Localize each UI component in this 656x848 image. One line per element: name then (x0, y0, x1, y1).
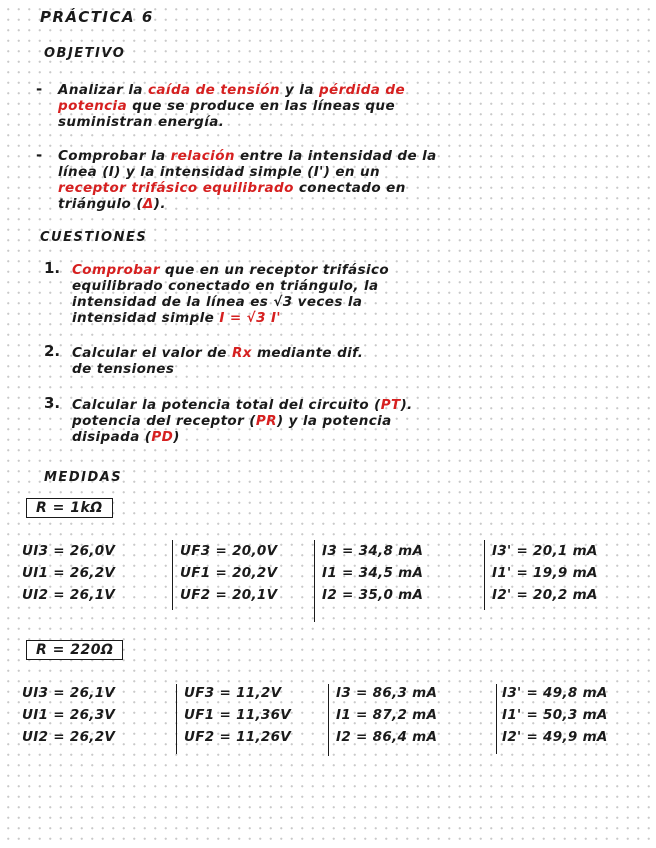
text-run: línea (I) y la intensidad simple (I') en un (58, 164, 381, 180)
text-run: Comprobar la (58, 148, 171, 164)
measure-i2-simple: I2' = 49,9 mA (502, 729, 608, 745)
highlighted-text: caída de tensión (148, 82, 280, 98)
measure-i1-simple: I1' = 19,9 mA (492, 565, 598, 581)
highlighted-text: pérdida de (318, 82, 406, 98)
text-line (72, 429, 413, 445)
objective-heading: OBJETIVO (44, 46, 126, 61)
measure-uf3: UF3 = 11,2V (184, 685, 282, 701)
text-run: ) y la potencia (276, 413, 392, 429)
table-divider (314, 540, 315, 622)
resistance-label-1k: R = 1kΩ (26, 498, 113, 518)
text-line (58, 148, 437, 164)
text-run: que se produce en las líneas que (127, 98, 395, 114)
measure-i3-simple: I3' = 20,1 mA (492, 543, 598, 559)
text-run: que en un receptor trifásico (159, 262, 390, 278)
text-run: intensidad de la línea es √3 veces la (72, 294, 363, 310)
measure-col-uf-1 (180, 540, 277, 606)
text-run: Analizar la (58, 82, 148, 98)
highlighted-text: potencia (58, 98, 128, 114)
measure-i3: I3 = 86,3 mA (336, 685, 438, 701)
measure-uf1: UF1 = 11,36V (184, 707, 292, 723)
question-3 (72, 397, 413, 445)
resistance-label-220: R = 220Ω (26, 640, 123, 660)
measure-uf2: UF2 = 11,26V (184, 729, 292, 745)
measure-i1: I1 = 87,2 mA (336, 707, 438, 723)
measure-col-uf-2 (184, 682, 291, 748)
text-line (72, 278, 389, 294)
question-1 (72, 262, 389, 326)
text-run: de tensiones (72, 361, 175, 377)
measure-col-ui-1 (22, 540, 115, 606)
question-number-2: 2. (44, 342, 61, 360)
text-run: y la (279, 82, 319, 98)
questions-heading: CUESTIONES (40, 230, 148, 245)
measure-ui1: UI1 = 26,2V (22, 565, 116, 581)
text-run: entre la intensidad de la (234, 148, 437, 164)
measure-uf2: UF2 = 20,1V (180, 587, 278, 603)
text-line (58, 180, 437, 196)
highlighted-text: receptor trifásico (58, 180, 198, 196)
measure-col-is-2 (502, 682, 608, 748)
text-run: suministran energía. (58, 114, 225, 130)
text-run: potencia del receptor ( (72, 413, 256, 429)
text-line (72, 310, 389, 326)
highlighted-text: PR (255, 413, 277, 429)
text-line (72, 262, 389, 278)
text-run: ). (400, 397, 413, 413)
question-number-1: 1. (44, 259, 61, 277)
text-line (72, 345, 363, 361)
table-divider (328, 684, 329, 756)
highlighted-text: Δ (142, 196, 154, 212)
highlighted-text: Rx (231, 345, 252, 361)
text-line (58, 196, 437, 212)
text-line (72, 413, 413, 429)
measure-ui3: UI3 = 26,1V (22, 685, 116, 701)
objective-item-2 (58, 148, 437, 212)
measure-ui3: UI3 = 26,0V (22, 543, 116, 559)
measure-uf3: UF3 = 20,0V (180, 543, 278, 559)
measure-i2-simple: I2' = 20,2 mA (492, 587, 598, 603)
objective-bullet-2: - (36, 146, 43, 164)
objective-bullet-1: - (36, 80, 43, 98)
text-line (72, 294, 389, 310)
text-run: disipada ( (72, 429, 152, 445)
text-run: Calcular el valor de (72, 345, 232, 361)
question-2 (72, 345, 363, 377)
measure-uf1: UF1 = 20,2V (180, 565, 278, 581)
text-run: equilibrado conectado en triángulo, la (72, 278, 379, 294)
measurements-heading: MEDIDAS (44, 470, 123, 485)
text-run: ) (173, 429, 180, 445)
objective-item-1 (58, 82, 405, 130)
question-number-3: 3. (44, 394, 61, 412)
measure-ui1: UI1 = 26,3V (22, 707, 116, 723)
highlighted-text: Comprobar (72, 262, 160, 278)
highlighted-text: relación (170, 148, 235, 164)
table-divider (176, 684, 177, 754)
measure-i2: I2 = 86,4 mA (336, 729, 438, 745)
text-line (72, 397, 413, 413)
measure-i1-simple: I1' = 50,3 mA (502, 707, 608, 723)
text-line (58, 98, 405, 114)
measure-i2: I2 = 35,0 mA (322, 587, 424, 603)
measure-i3-simple: I3' = 49,8 mA (502, 685, 608, 701)
measure-col-i-2 (336, 682, 437, 748)
text-run: triángulo ( (58, 196, 143, 212)
text-line (58, 114, 405, 130)
text-line (72, 361, 363, 377)
measure-ui2: UI2 = 26,1V (22, 587, 116, 603)
measure-ui2: UI2 = 26,2V (22, 729, 116, 745)
text-run: mediante dif. (251, 345, 364, 361)
measure-col-ui-2 (22, 682, 115, 748)
table-divider (484, 540, 485, 610)
text-run: Calcular la potencia total del circuito ( (72, 397, 381, 413)
measure-i3: I3 = 34,8 mA (322, 543, 424, 559)
highlighted-text: I = √3 I' (219, 310, 281, 326)
text-run: conectado en (293, 180, 406, 196)
highlighted-text: PD (151, 429, 174, 445)
measure-i1: I1 = 34,5 mA (322, 565, 424, 581)
text-run: ). (153, 196, 166, 212)
table-divider (172, 540, 173, 610)
text-run: intensidad simple (72, 310, 220, 326)
measure-col-is-1 (492, 540, 598, 606)
text-line (58, 82, 405, 98)
measure-col-i-1 (322, 540, 423, 606)
highlighted-text: PT (380, 397, 401, 413)
highlighted-text: equilibrado (202, 180, 294, 196)
table-divider (496, 684, 497, 754)
page-title: PRÁCTICA 6 (40, 8, 154, 26)
text-line (58, 164, 437, 180)
